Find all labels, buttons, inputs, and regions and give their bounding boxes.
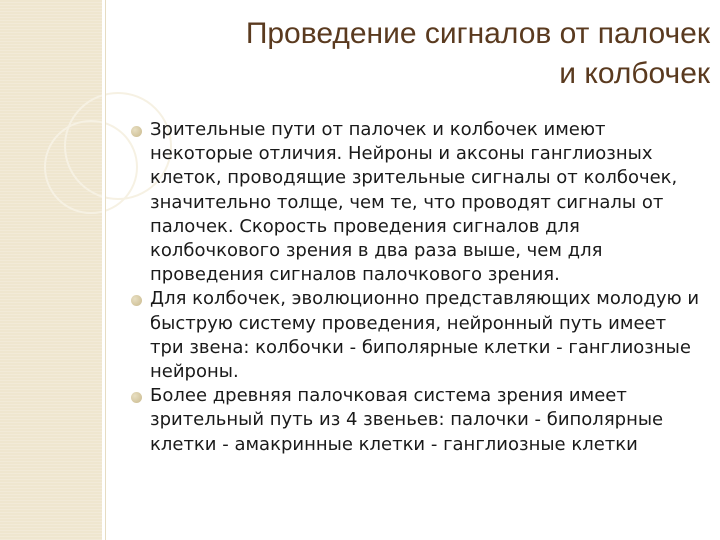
bullet-list: [130, 118, 702, 457]
decorative-divider: [102, 0, 105, 540]
bullet-item: [130, 118, 702, 287]
bullet-text: Зрительные пути от палочек и колбочек имеют некоторые отличия. Нейроны и аксоны ганглиозных клеток, проводящие зрительные сигналы от колбочек, значительно толще, чем те, что проводят сигналы от палочек. Скорость проведения сигналов для колбочкового зрения в два раза выше, чем для проведения сигналов палочкового зрения.: [150, 119, 678, 286]
decorative-side-band: [0, 0, 102, 540]
slide-title: [116, 14, 710, 94]
bullet-item: [130, 384, 702, 457]
decorative-ring: [44, 120, 138, 214]
slide-title-line-2: и колбочек: [559, 57, 710, 90]
round-bullet-icon: [131, 295, 142, 306]
bullet-text: Более древняя палочковая система зрения имеет зрительный путь из 4 звеньев: палочки - биполярные клетки - амакринные клетки - ганглиозные клетки: [150, 385, 664, 455]
round-bullet-icon: [131, 392, 142, 403]
slide-title-line-1: Проведение сигналов от палочек: [245, 17, 710, 50]
bullet-item: [130, 287, 702, 384]
round-bullet-icon: [131, 126, 142, 137]
bullet-text: Для колбочек, эволюционно представляющих молодую и быструю систему проведения, нейронный путь имеет три звена: колбочки - биполярные клетки - ганглиозные нейроны.: [150, 288, 700, 383]
